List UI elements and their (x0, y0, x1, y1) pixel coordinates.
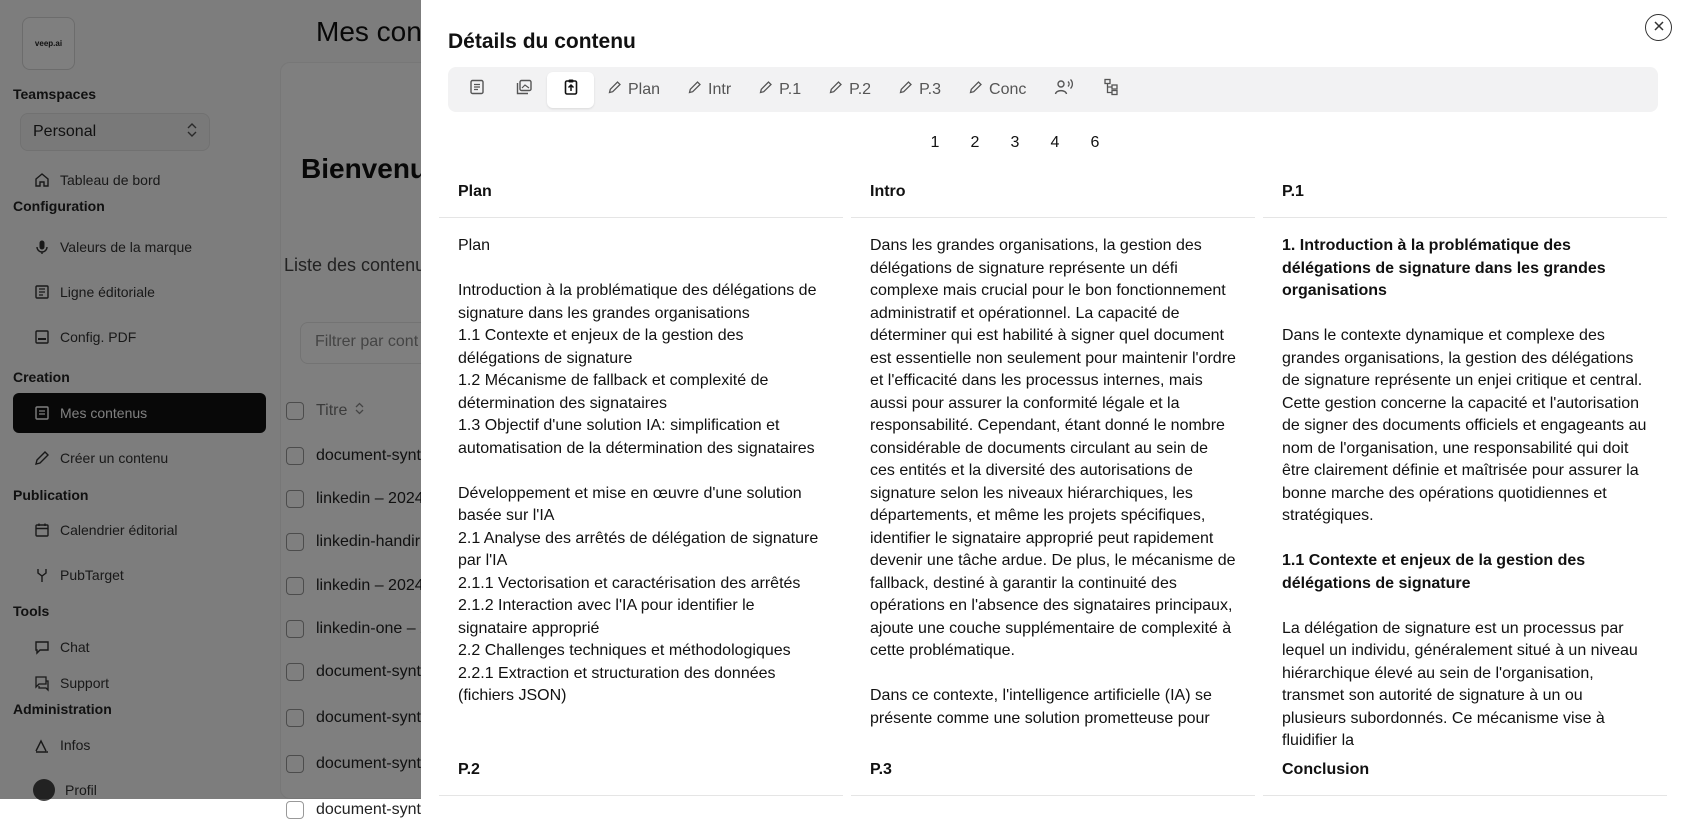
page-link[interactable]: 1 (930, 134, 940, 151)
tab-p2[interactable] (815, 72, 885, 108)
section-paragraph: Dans le contexte dynamique et complexe des grandes organisations, la gestion des délégations de signature représente un enjei critique et central. Cette gestion concerne la capacité et l'autorisation de signer des documents officiels et engageants au nom de l'organisation, une responsabilité qui doit être clairement définie et maîtrisée pour assurer la bonne marche des opérations quotidiennes et stratégiques. (1282, 327, 1647, 524)
section-column-p1 (1263, 166, 1667, 749)
plan-line: 1.2 Mécanisme de fallback et complexité de détermination des signataires (458, 372, 769, 412)
section-column-plan (439, 166, 843, 716)
section-heading: 1.1 Contexte et enjeux de la gestion des délégations de signature (1282, 552, 1586, 592)
tree-structure-icon (1102, 78, 1120, 101)
tab-conclusion[interactable] (955, 72, 1040, 108)
close-button[interactable] (1645, 14, 1672, 41)
plan-line: 2.2.1 Extraction et structuration des données (fichiers JSON) (458, 664, 776, 704)
plan-line: 2.2 Challenges techniques et méthodologiques (458, 642, 791, 659)
tab-label: Plan (628, 80, 661, 98)
column-header-conclusion: Conclusion (1263, 744, 1667, 796)
section-column-intro (851, 166, 1255, 727)
section-heading: 1. Introduction à la problématique des délégations de signature dans les grandes organisations (1282, 237, 1606, 299)
pencil-icon (829, 80, 843, 99)
tab-sections-view[interactable] (547, 72, 594, 108)
column-header-p3: P.3 (851, 744, 1255, 796)
column-header-p2: P.2 (439, 744, 843, 796)
tab-intro[interactable] (674, 72, 745, 108)
plan-line: 1.1 Contexte et enjeux de la gestion des délégations de signature (458, 327, 744, 367)
column-body[interactable] (1263, 218, 1667, 749)
speaking-person-icon (1054, 78, 1074, 101)
drawer-title: Détails du contenu (448, 30, 636, 53)
document-text-icon (468, 78, 486, 101)
content-details-drawer (421, 0, 1685, 799)
page-link[interactable]: 2 (970, 134, 980, 151)
tab-gallery-view[interactable] (500, 72, 547, 108)
plan-line: 2.1 Analyse des arrêtés de délégation de signature par l'IA (458, 529, 819, 569)
tab-p3[interactable] (885, 72, 955, 108)
pencil-icon (608, 80, 622, 99)
pencil-icon (688, 80, 702, 99)
pencil-icon (899, 80, 913, 99)
page-link[interactable]: 3 (1010, 134, 1020, 151)
close-icon (1653, 19, 1665, 37)
table-row[interactable] (286, 801, 421, 819)
plan-line: 1.3 Objectif d'une solution IA: simplification et automatisation de la détermination des signataires (458, 417, 815, 457)
page-link[interactable]: 6 (1090, 134, 1100, 151)
page-link[interactable]: 4 (1050, 134, 1060, 151)
column-header: Intro (851, 166, 1255, 218)
plan-line: Développement et mise en œuvre d'une solution basée sur l'IA (458, 484, 802, 524)
row-title: document-synt (316, 801, 421, 818)
tab-text-view[interactable] (453, 72, 500, 108)
pencil-icon (969, 80, 983, 99)
pencil-icon (759, 80, 773, 99)
plan-line: 2.1.2 Interaction avec l'IA pour identifier le signataire approprié (458, 597, 755, 637)
intro-paragraph: Dans ce contexte, l'intelligence artificielle (IA) se présente comme une solution prometteuse pour (870, 687, 1212, 727)
plan-line: Plan (458, 237, 491, 254)
images-icon (515, 78, 533, 101)
tab-label: P.3 (919, 80, 942, 98)
tab-structure[interactable] (1087, 72, 1134, 108)
content-tabs (448, 67, 1658, 112)
column-header: Plan (439, 166, 843, 218)
tab-p1[interactable] (745, 72, 815, 108)
tab-label: Intr (708, 80, 732, 98)
column-body[interactable] (439, 218, 843, 716)
section-paragraph: La délégation de signature est un processus par lequel un individu, généralement situé à un niveau hiérarchique élevé au sein de l'organisation, transmet son autorité de signature à un ou plusieurs subordonnés. Ce mécanisme vise à fluidifier la (1282, 619, 1638, 749)
tab-label: Conc (989, 80, 1027, 98)
column-body[interactable] (851, 218, 1255, 727)
clipboard-upload-icon (562, 78, 580, 101)
pagination (421, 134, 1685, 152)
tab-plan[interactable] (594, 72, 674, 108)
plan-line: 2.1.1 Vectorisation et caractérisation des arrêtés (458, 574, 801, 592)
intro-paragraph: Dans les grandes organisations, la gestion des délégations de signature représente un défi complexe mais crucial pour le bon fonctionnement administratif et opérationnel. La capacité de déterminer qui est habilité à signer quel document est essentielle non seulement pour maintenir l'ordre et l'efficacité dans les processus internes, mais aussi pour assurer la conformité légale et la responsabilité. Cependant, étant donné le nombre considérable de documents circulant au sein de ces entités et la diversité des autorisations de signature selon les niveaux hiérarchiques, les départements, et même les projets spécifiques, identifier le signataire approprié peut rapidement devenir une tâche ardue. De plus, le mécanisme de fallback, destiné à garantir la continuité des opérations en l'absence des signataires principaux, ajoute une couche supplémentaire de complexité à cette problématique. (870, 237, 1236, 659)
tab-voice[interactable] (1040, 72, 1087, 108)
plan-line: Introduction à la problématique des délégations de signature dans les grandes organisations (458, 282, 817, 322)
column-header: P.1 (1263, 166, 1667, 218)
row-checkbox[interactable] (286, 801, 304, 819)
tab-label: P.2 (849, 80, 872, 98)
tab-label: P.1 (779, 80, 802, 98)
